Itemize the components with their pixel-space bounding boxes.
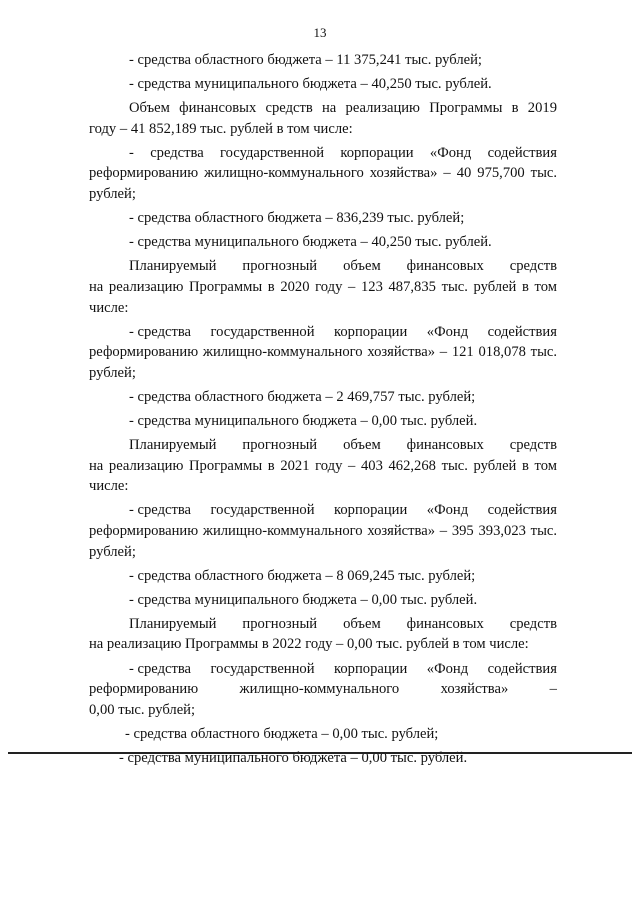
- word: Программы: [429, 100, 503, 117]
- paragraph-first-line: [89, 143, 557, 164]
- document-body: [89, 50, 557, 772]
- word: содействия: [487, 660, 557, 677]
- paragraph-rest: на реализацию Программы в 2022 году – 0,00 тыс. рублей в том числе:: [89, 636, 529, 653]
- word: корпорации: [334, 323, 408, 340]
- word: реализацию: [345, 100, 420, 117]
- word: финансовых: [406, 615, 484, 632]
- word: содействия: [487, 144, 557, 161]
- word: Планируемый: [129, 437, 217, 454]
- word: Объем: [129, 100, 170, 117]
- paragraph-rest: 0,00 тыс. рублей;: [89, 701, 196, 718]
- paragraph-rest: реформированию жилищно-коммунального хозяйства» – 395 393,023 тыс. рублей;: [89, 522, 557, 560]
- word: хозяйства»: [440, 681, 509, 698]
- paragraph-first-line: [89, 659, 557, 680]
- paragraph-municipal-budget-2020: - средства муниципального бюджета – 0,00 тыс. рублей.: [129, 413, 478, 429]
- word: «Фонд: [429, 144, 472, 161]
- paragraph-municipal-budget-2018: - средства муниципального бюджета – 40,250 тыс. рублей.: [129, 76, 492, 93]
- paragraph-rest: реформированию жилищно-коммунального хозяйства» – 40 975,700 тыс. рублей;: [89, 165, 557, 203]
- word: - средства: [129, 502, 192, 519]
- paragraph-municipal-budget-2022: - средства муниципального бюджета – 0,00 тыс. рублей.: [119, 749, 468, 766]
- word: на: [322, 100, 337, 117]
- word: финансовых: [406, 437, 484, 454]
- word: содействия: [487, 502, 557, 519]
- word: корпорации: [334, 502, 408, 519]
- word: объем: [343, 258, 381, 275]
- word: прогнозный: [242, 258, 318, 275]
- word: средств: [509, 258, 557, 275]
- paragraph-first-line: [89, 435, 557, 456]
- paragraph-rest: на реализацию Программы в 2021 году – 403 462,268 тыс. рублей в том числе:: [89, 457, 557, 495]
- paragraph-first-line: [89, 322, 557, 343]
- word: корпорации: [334, 660, 408, 677]
- paragraph-first-line: [89, 256, 557, 277]
- word: - средства: [129, 323, 192, 340]
- word: средства: [150, 144, 204, 161]
- word: объем: [343, 615, 381, 632]
- word: - средства: [129, 660, 192, 677]
- word: Планируемый: [129, 258, 217, 275]
- page-number: 13: [313, 25, 327, 40]
- word: содействия: [487, 323, 557, 340]
- word: «Фонд: [426, 660, 469, 677]
- word: «Фонд: [426, 323, 469, 340]
- paragraph-first-line: [89, 98, 557, 119]
- word: Планируемый: [129, 615, 217, 632]
- word: -: [129, 144, 134, 161]
- paragraph-fund-2019: [89, 143, 557, 205]
- paragraph-regional-budget-2021: - средства областного бюджета – 8 069,245 тыс. рублей;: [129, 567, 476, 584]
- paragraph-regional-budget-2018: - средства областного бюджета – 11 375,241 тыс. рублей;: [129, 52, 482, 68]
- word: финансовых: [406, 258, 484, 275]
- word: прогнозный: [242, 615, 318, 632]
- word: государственной: [210, 660, 315, 677]
- word: государственной: [210, 502, 315, 519]
- word: 2019: [527, 100, 557, 117]
- paragraph-fund-2022: [89, 659, 557, 721]
- word: средств: [265, 100, 313, 117]
- word: государственной: [220, 144, 325, 161]
- word: объем: [343, 437, 381, 454]
- word: корпорации: [340, 144, 414, 161]
- paragraph-second-line: [89, 679, 557, 700]
- word: финансовых: [179, 100, 257, 117]
- paragraph-financing-2022: [89, 614, 557, 655]
- paragraph-municipal-budget-2019: - средства муниципального бюджета – 40,250 тыс. рублей.: [129, 234, 492, 251]
- paragraph-financing-2021: [89, 435, 557, 497]
- paragraph-financing-2019: [89, 98, 557, 139]
- word: государственной: [210, 323, 315, 340]
- word: средств: [509, 437, 557, 454]
- word: «Фонд: [426, 502, 469, 519]
- paragraph-regional-budget-2019: - средства областного бюджета – 836,239 тыс. рублей;: [129, 210, 465, 227]
- paragraph-fund-2021: [89, 500, 557, 562]
- word: средств: [509, 615, 557, 632]
- word: прогнозный: [242, 437, 318, 454]
- paragraph-rest: реформированию жилищно-коммунального хозяйства» – 121 018,078 тыс. рублей;: [89, 344, 557, 381]
- paragraph-regional-budget-2020: - средства областного бюджета – 2 469,757 тыс. рублей;: [129, 388, 476, 405]
- paragraph-first-line: [89, 500, 557, 521]
- paragraph-fund-2020: [89, 322, 557, 384]
- word: –: [549, 681, 557, 698]
- page-bottom-rule: [8, 752, 632, 754]
- word: реформированию: [89, 681, 199, 698]
- paragraph-first-line: [89, 614, 557, 635]
- paragraph-rest: году – 41 852,189 тыс. рублей в том числе:: [89, 120, 353, 137]
- paragraph-regional-budget-2022: - средства областного бюджета – 0,00 тыс. рублей;: [125, 725, 439, 742]
- paragraph-rest: на реализацию Программы в 2020 году – 123 487,835 тыс. рублей в том числе:: [89, 278, 557, 316]
- word: жилищно-коммунального: [239, 681, 400, 698]
- paragraph-financing-2020: [89, 256, 557, 318]
- word: в: [511, 100, 519, 117]
- paragraph-municipal-budget-2021: - средства муниципального бюджета – 0,00 тыс. рублей.: [129, 591, 478, 608]
